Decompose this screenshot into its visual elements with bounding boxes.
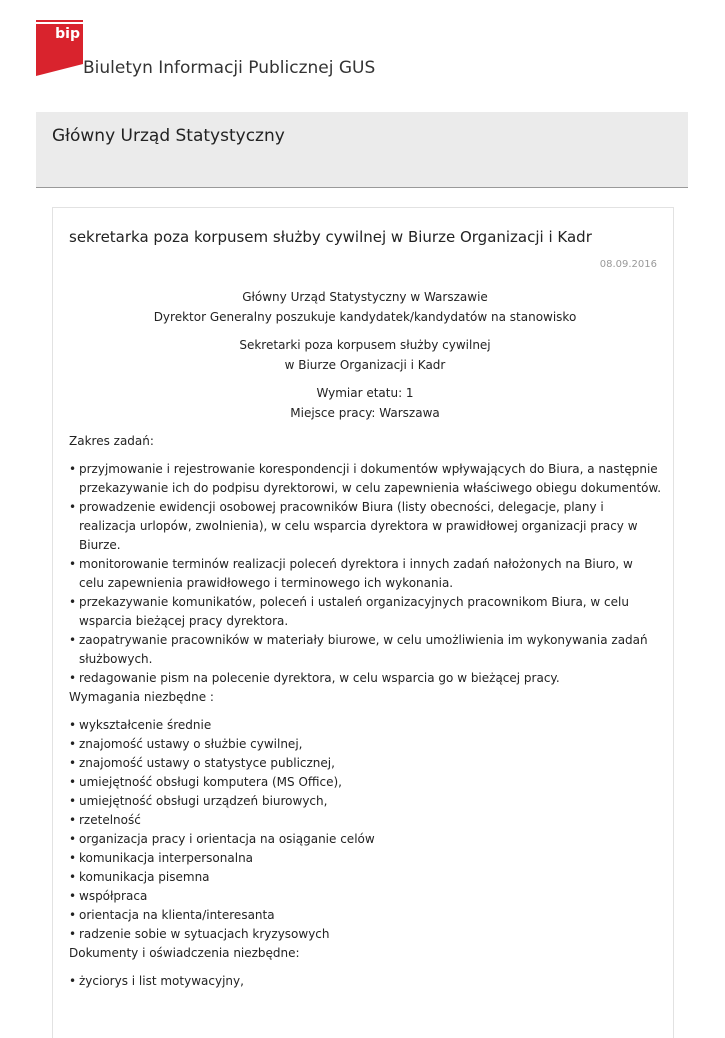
list-item: • komunikacja interpersonalna <box>69 849 661 868</box>
documents-list <box>69 972 661 991</box>
list-item: • rzetelność <box>69 811 661 830</box>
list-item: • zaopatrywanie pracowników w materiały biurowe, w celu umożliwienia im wykonywania zadań służbowych. <box>69 631 661 669</box>
org-header <box>36 112 688 188</box>
list-item: • radzenie sobie w sytuacjach kryzysowych <box>69 925 661 944</box>
intro-block <box>69 288 661 327</box>
list-item: • redagowanie pism na polecenie dyrektora, w celu wsparcia go w bieżącej pracy. <box>69 669 661 688</box>
position-line-1: Sekretarki poza korpusem służby cywilnej <box>239 338 491 352</box>
list-item: • przekazywanie komunikatów, poleceń i ustaleń organizacyjnych pracownikom Biura, w celu wsparcia bieżącej pracy dyrektora. <box>69 593 661 631</box>
list-item: • współpraca <box>69 887 661 906</box>
site-title[interactable]: Biuletyn Informacji Publicznej GUS <box>83 58 376 78</box>
list-item: • umiejętność obsługi urządzeń biurowych, <box>69 792 661 811</box>
list-item: • umiejętność obsługi komputera (MS Office), <box>69 773 661 792</box>
logo-text: bip <box>55 26 80 42</box>
article-title: sekretarka poza korpusem służby cywilnej w Biurze Organizacji i Kadr <box>69 228 592 246</box>
list-item: • wykształcenie średnie <box>69 716 661 735</box>
tasks-list <box>69 460 661 688</box>
list-item: • prowadzenie ewidencji osobowej pracowników Biura (listy obecności, delegacje, plany i realizacja urlopów, zwolnienia), w celu wsparcia dyrektora w prawidłowej organizacji pracy w Biurze. <box>69 498 661 555</box>
requirements-label: Wymagania niezbędne : <box>69 690 214 704</box>
details-line-2: Miejsce pracy: Warszawa <box>290 405 440 420</box>
list-item: • znajomość ustawy o służbie cywilnej, <box>69 735 661 754</box>
intro-line-1: Główny Urząd Statystyczny w Warszawie <box>242 290 488 304</box>
logo-tail <box>36 64 83 76</box>
list-item: • znajomość ustawy o statystyce publicznej, <box>69 754 661 773</box>
article-date: 08.09.2016 <box>599 259 657 270</box>
tasks-label: Zakres zadań: <box>69 434 154 448</box>
list-item: • komunikacja pisemna <box>69 868 661 887</box>
org-title: Główny Urząd Statystyczny <box>52 126 285 146</box>
list-item: • orientacja na klienta/interesanta <box>69 906 661 925</box>
list-item: • przyjmowanie i rejestrowanie korespondencji i dokumentów wpływających do Biura, a następnie przekazywanie ich do podpisu dyrektorowi, w celu zapewnienia właściwego obiegu dokumentów. <box>69 460 661 498</box>
details-line-1: Wymiar etatu: 1 <box>316 386 414 400</box>
bip-logo[interactable] <box>36 20 84 76</box>
list-item: • organizacja pracy i orientacja na osiąganie celów <box>69 830 661 849</box>
intro-line-2: Dyrektor Generalny poszukuje kandydatek/kandydatów na stanowisko <box>153 309 577 324</box>
requirements-list <box>69 716 661 944</box>
documents-label: Dokumenty i oświadczenia niezbędne: <box>69 946 300 960</box>
list-item: • życiorys i list motywacyjny, <box>69 972 661 991</box>
list-item: • monitorowanie terminów realizacji poleceń dyrektora i innych zadań nałożonych na Biuro, w celu zapewnienia prawidłowego i terminowego ich wykonania. <box>69 555 661 593</box>
position-block <box>69 336 661 375</box>
position-line-2: w Biurze Organizacji i Kadr <box>284 357 446 372</box>
article-body <box>69 288 661 991</box>
details-block <box>69 384 661 423</box>
logo-top-bar <box>36 20 83 22</box>
article-card <box>52 207 674 1038</box>
